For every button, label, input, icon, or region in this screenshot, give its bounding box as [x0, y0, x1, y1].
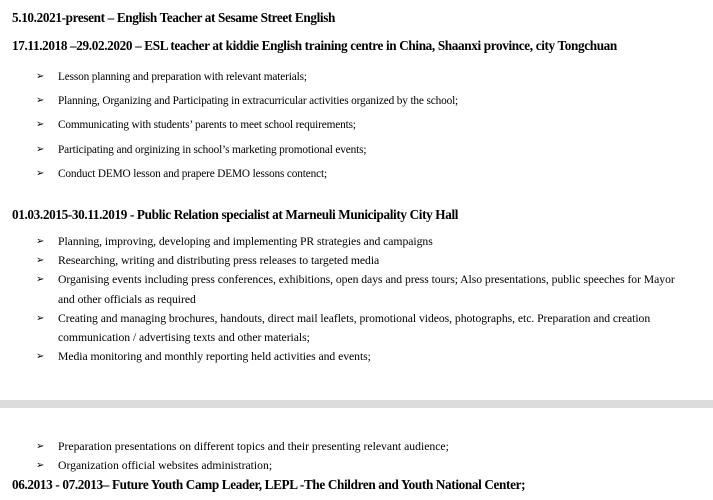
page-break-separator	[0, 400, 713, 408]
job-heading-esl: 17.11.2018 –29.02.2020 – ESL teacher at kiddie English training centre in China, Shaanxi province, city Tongchuan	[12, 38, 617, 53]
list-item: ➢ Communicating with students’ parents to meet school requirements;	[36, 119, 356, 132]
job-heading-pr: 01.03.2015-30.11.2019 - Public Relation specialist at Marneuli Municipality City Hall	[12, 207, 459, 222]
esl-duties-list	[0, 69, 458, 190]
arrow-bullet-icon: ➢	[36, 119, 45, 131]
list-item: ➢ Planning, improving, developing and implementing PR strategies and campaigns	[0, 232, 688, 251]
list-item: ➢ Researching, writing and distributing press releases to targeted media	[0, 251, 688, 270]
list-item: ➢ Conduct DEMO lesson and prapere DEMO lessons contenct;	[36, 167, 327, 180]
list-item: ➢ Organization official websites administration;	[0, 456, 449, 475]
arrow-bullet-icon: ➢	[36, 351, 45, 363]
arrow-bullet-icon: ➢	[36, 460, 45, 472]
list-item: ➢ Participating and orginizing in school’s marketing promotional events;	[36, 143, 367, 156]
list-item: ➢ Creating and managing brochures, handouts, direct mail leaflets, promotional videos, photographs, etc. Preparation and creation communication / advertising texts and other materials;	[0, 309, 688, 347]
arrow-bullet-icon: ➢	[36, 312, 45, 324]
pr-duties-list	[0, 232, 688, 366]
arrow-bullet-icon: ➢	[36, 236, 45, 247]
arrow-bullet-icon: ➢	[36, 274, 45, 286]
list-item: ➢ Organising events including press conferences, exhibitions, open days and press tours; Also presentations, public speeches for Mayor and other officials as required	[0, 270, 688, 308]
list-item: ➢ Lesson planning and preparation with relevant materials;	[36, 71, 307, 83]
arrow-bullet-icon: ➢	[36, 441, 45, 452]
arrow-bullet-icon: ➢	[36, 167, 45, 179]
list-item: ➢ Planning, Organizing and Participating in extracurricular activities organized by the school;	[36, 95, 459, 108]
job-heading-camp: 06.2013 - 07.2013– Future Youth Camp Leader, LEPL -The Children and Youth National Center;	[12, 477, 526, 492]
arrow-bullet-icon: ➢	[36, 95, 45, 107]
job-heading-current: 5.10.2021-present – English Teacher at Sesame Street English	[12, 10, 335, 25]
arrow-bullet-icon: ➢	[36, 71, 45, 82]
pr-duties-list-continued	[0, 437, 449, 475]
arrow-bullet-icon: ➢	[36, 255, 45, 267]
list-item: ➢ Preparation presentations on different topics and their presenting relevant audience;	[0, 437, 449, 456]
arrow-bullet-icon: ➢	[36, 143, 45, 155]
list-item: ➢ Media monitoring and monthly reporting held activities and events;	[0, 347, 688, 366]
